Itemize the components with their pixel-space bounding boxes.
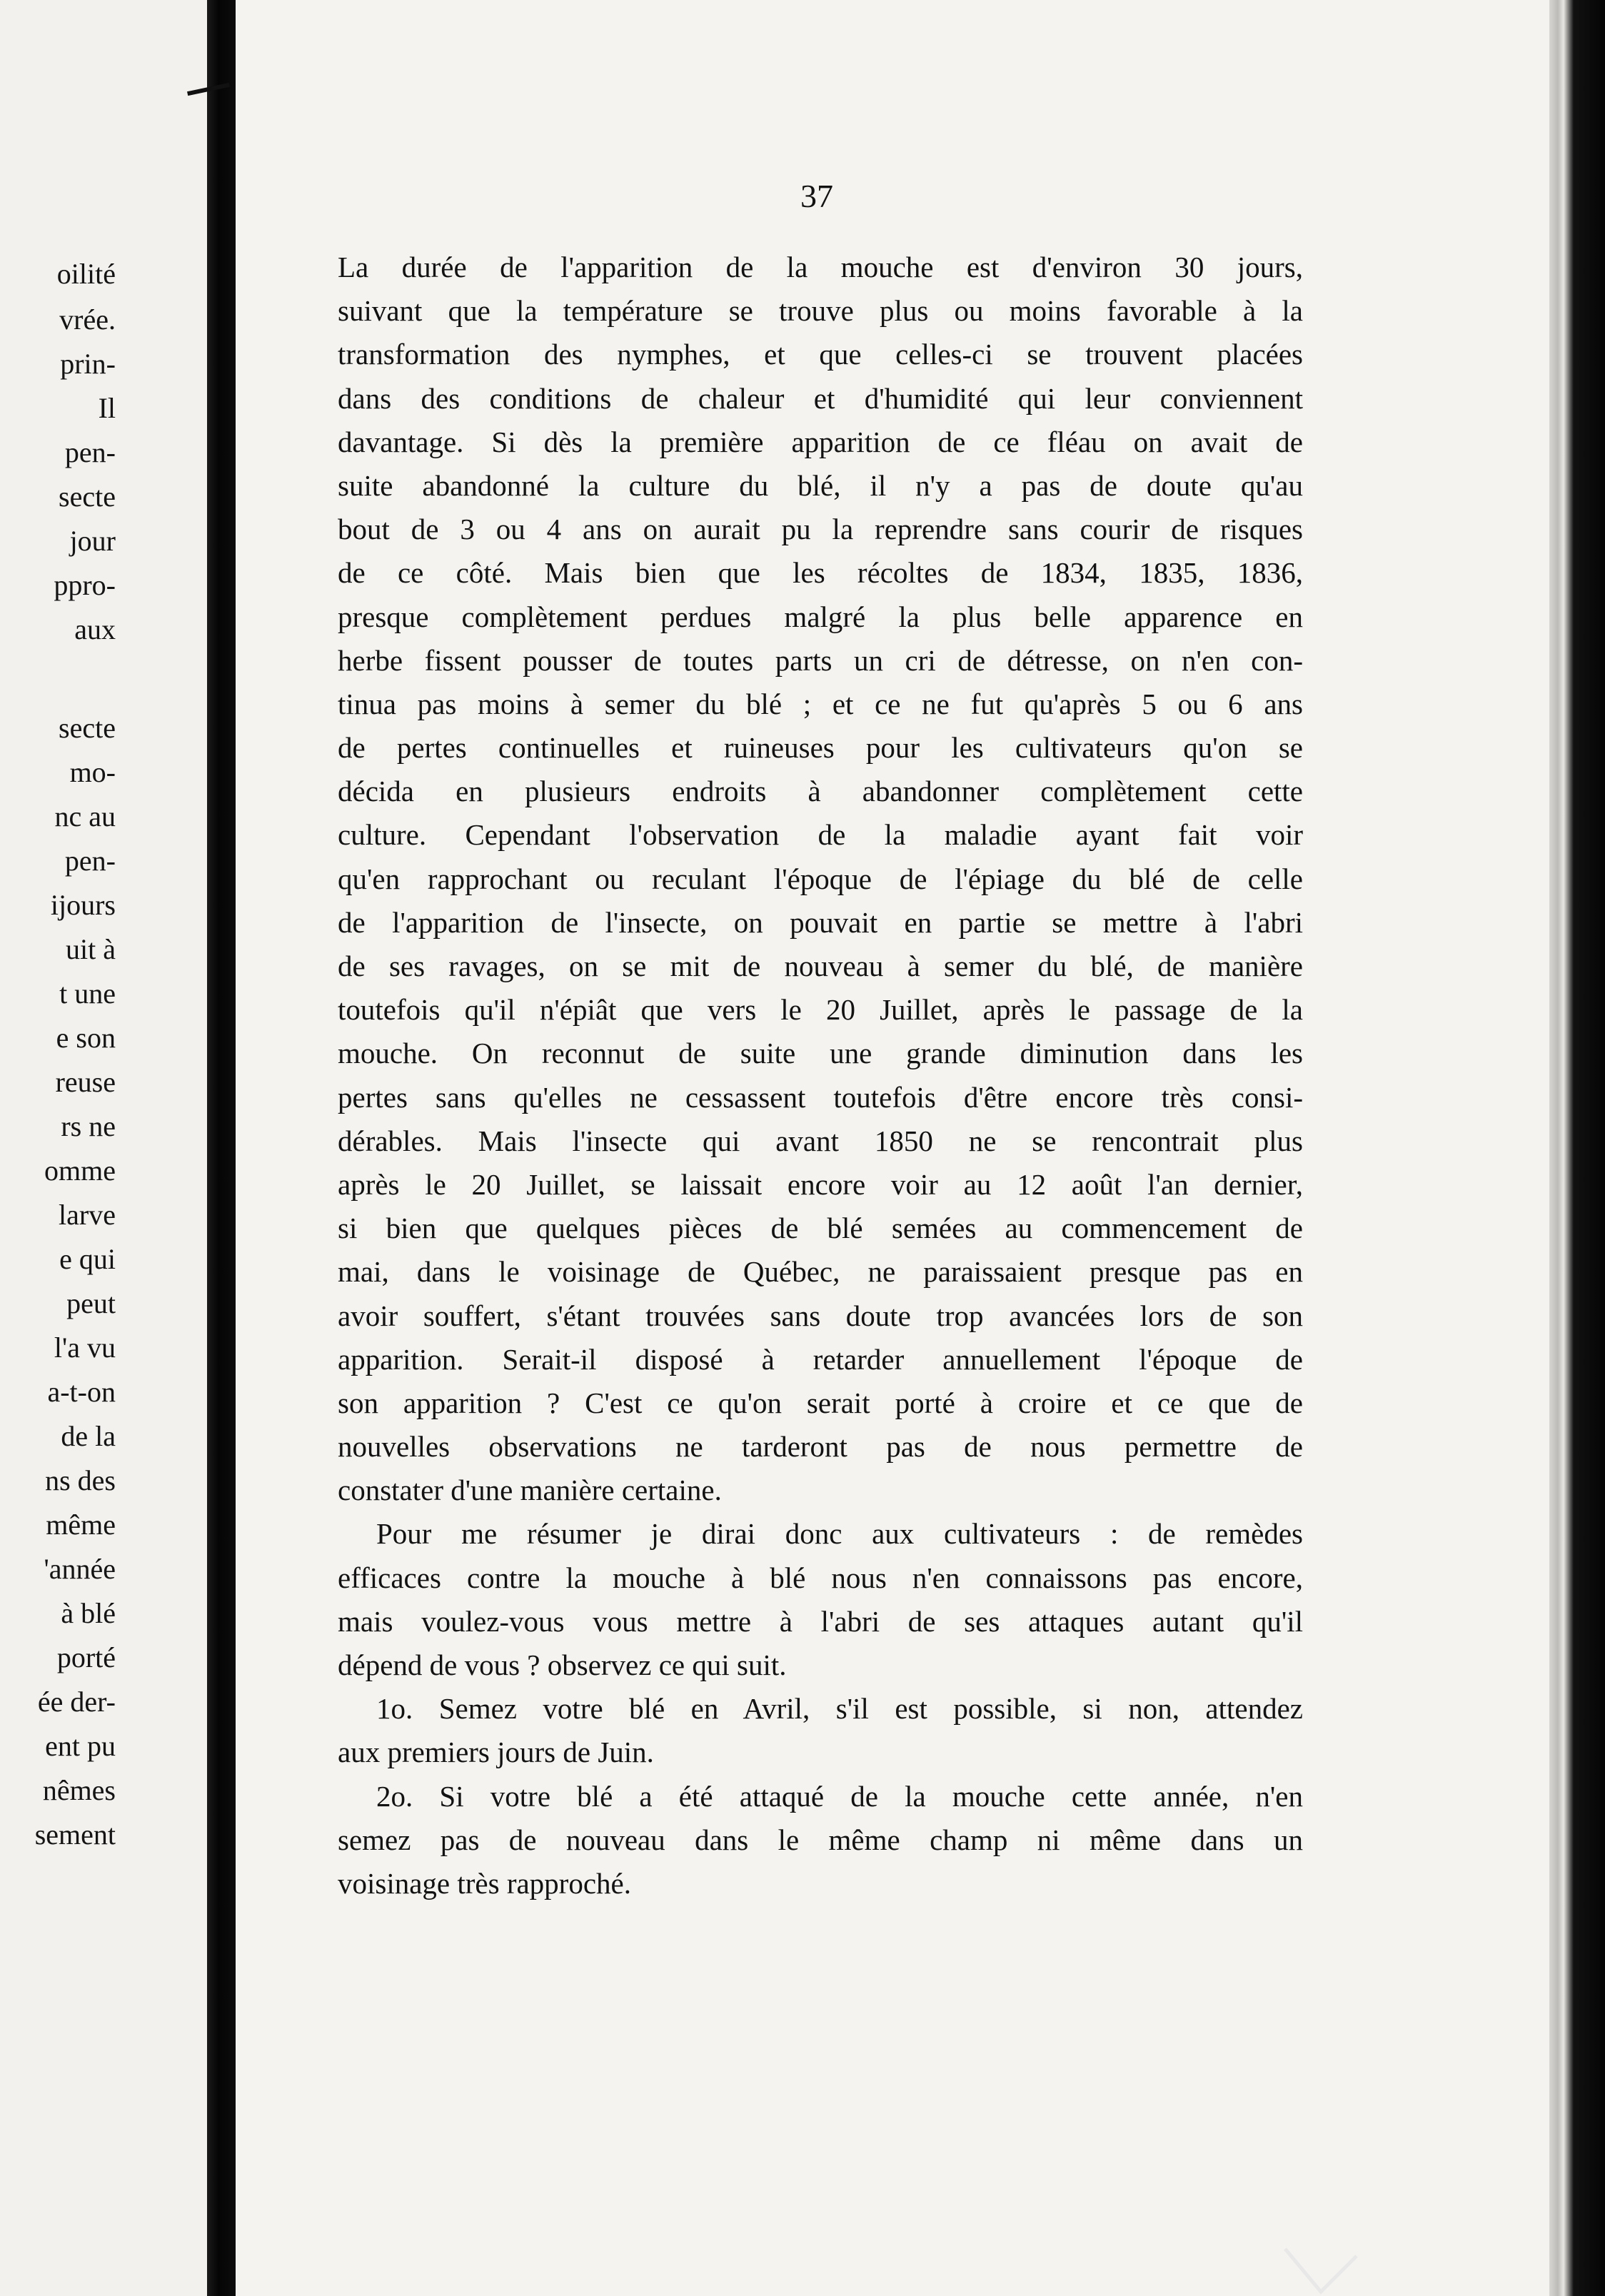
left-page-line-fragment: ijours bbox=[50, 889, 116, 921]
left-page-line-fragment: nêmes bbox=[42, 1774, 116, 1806]
previous-page-sliver bbox=[0, 0, 207, 2296]
left-page-line-fragment: l'a vu bbox=[54, 1331, 116, 1364]
text-line: Pour me résumer je dirai donc aux cultivateurs : de remèdes bbox=[376, 1517, 1303, 1551]
text-line: 1o. Semez votre blé en Avril, s'il est possible, si non, attendez bbox=[376, 1692, 1303, 1726]
text-line: davantage. Si dès la première apparition de ce fléau on avait de bbox=[338, 425, 1303, 458]
left-page-line-fragment: omme bbox=[44, 1154, 116, 1187]
text-line: voisinage très rapproché. bbox=[338, 1866, 631, 1900]
left-page-line-fragment: aux bbox=[74, 613, 116, 645]
left-page-line-fragment: reuse bbox=[55, 1066, 116, 1098]
left-page-line-fragment: larve bbox=[59, 1199, 116, 1231]
text-line: avoir souffert, s'étant trouvées sans doute trop avancées lors de son bbox=[338, 1299, 1303, 1332]
left-page-line-fragment: oilité bbox=[56, 258, 116, 290]
text-line: suite abandonné la culture du blé, il n'y a pas de doute qu'au bbox=[338, 468, 1303, 502]
text-line: dérables. Mais l'insecte qui avant 1850 ne se rencontrait plus bbox=[338, 1124, 1303, 1157]
left-page-line-fragment: e son bbox=[56, 1022, 116, 1054]
text-line: toutefois qu'il n'épiât que vers le 20 Juillet, après le passage de la bbox=[338, 993, 1303, 1027]
text-line: suivant que la température se trouve plus ou moins favorable à la bbox=[338, 294, 1303, 328]
page-number: 37 bbox=[800, 178, 833, 214]
text-line: apparition. Serait-il disposé à retarder annuellement l'époque de bbox=[338, 1342, 1303, 1376]
left-page-line-fragment: vrée. bbox=[59, 303, 116, 336]
left-page-line-fragment: sement bbox=[34, 1818, 116, 1851]
left-page-line-fragment: ent pu bbox=[45, 1730, 116, 1762]
text-line: dans des conditions de chaleur et d'humidité qui leur conviennent bbox=[338, 381, 1303, 415]
left-page-line-fragment: a-t-on bbox=[47, 1376, 116, 1408]
left-page-line-fragment: même bbox=[46, 1509, 116, 1541]
text-line: bout de 3 ou 4 ans on aurait pu la reprendre sans courir de risques bbox=[338, 513, 1303, 546]
left-page-line-fragment: prin- bbox=[60, 348, 116, 380]
left-page-line-fragment: ée der- bbox=[37, 1686, 116, 1718]
left-page-line-fragment: Il bbox=[98, 392, 116, 424]
text-line: décida en plusieurs endroits à abandonner complètement cette bbox=[338, 775, 1303, 808]
left-page-line-fragment: nc au bbox=[54, 800, 116, 832]
text-line: culture. Cependant l'observation de la maladie ayant fait voir bbox=[338, 818, 1303, 852]
left-page-line-fragment: ns des bbox=[45, 1464, 116, 1496]
text-line: de pertes continuelles et ruineuses pour les cultivateurs qu'on se bbox=[338, 731, 1303, 765]
left-page-line-fragment: pen- bbox=[64, 845, 116, 877]
text-line: son apparition ? C'est ce qu'on serait porté à croire et ce que de bbox=[338, 1386, 1303, 1419]
text-line: mouche. On reconnut de suite une grande diminution dans les bbox=[338, 1037, 1303, 1070]
text-line: de ses ravages, on se mit de nouveau à semer du blé, de manière bbox=[338, 950, 1303, 982]
left-page-line-fragment: secte bbox=[59, 712, 116, 744]
text-line: de l'apparition de l'insecte, on pouvait en partie se mettre à l'abri bbox=[338, 905, 1303, 939]
page-body-text bbox=[338, 246, 1303, 1905]
corner-scan-mark bbox=[1278, 2242, 1364, 2296]
text-line: 2o. Si votre blé a été attaqué de la mouche cette année, n'en bbox=[376, 1779, 1303, 1813]
left-page-line-fragment: uit à bbox=[66, 933, 116, 965]
left-page-line-fragment: 'année bbox=[44, 1553, 116, 1585]
book-gutter bbox=[207, 0, 236, 2296]
text-line: herbe fissent pousser de toutes parts un cri de détresse, on n'en con- bbox=[338, 643, 1303, 677]
text-line: de ce côté. Mais bien que les récoltes de 1834, 1835, 1836, bbox=[338, 556, 1303, 590]
left-page-line-fragment: porté bbox=[56, 1641, 116, 1673]
text-line: aux premiers jours de Juin. bbox=[338, 1736, 654, 1769]
text-line: nouvelles observations ne tarderont pas de nous permettre de bbox=[338, 1430, 1303, 1464]
left-page-line-fragment: rs ne bbox=[61, 1110, 116, 1142]
left-page-line-fragment: secte bbox=[59, 480, 116, 513]
text-line: qu'en rapprochant ou reculant l'époque de l'épiage du blé de celle bbox=[338, 862, 1303, 895]
left-page-line-fragment: pen- bbox=[64, 436, 116, 468]
left-page-line-fragment: mo- bbox=[69, 756, 116, 788]
left-page-line-fragment: peut bbox=[66, 1287, 116, 1319]
left-page-line-fragment: de la bbox=[61, 1420, 116, 1452]
text-line: tinua pas moins à semer du blé ; et ce ne fut qu'après 5 ou 6 ans bbox=[338, 687, 1303, 720]
text-line: efficaces contre la mouche à blé nous n'en connaissons pas encore, bbox=[338, 1561, 1303, 1594]
text-line: semez pas de nouveau dans le même champ ni même dans un bbox=[338, 1823, 1303, 1856]
text-line: si bien que quelques pièces de blé semées au commencement de bbox=[338, 1212, 1303, 1245]
page-edge bbox=[1549, 0, 1605, 2296]
text-line: dépend de vous ? observez ce qui suit. bbox=[338, 1648, 787, 1681]
left-page-line-fragment: ppro- bbox=[54, 569, 116, 601]
text-line: La durée de l'apparition de la mouche est d'environ 30 jours, bbox=[338, 251, 1303, 283]
text-line: mais voulez-vous vous mettre à l'abri de ses attaques autant qu'il bbox=[338, 1604, 1303, 1638]
text-line: pertes sans qu'elles ne cessassent toutefois d'être encore très consi- bbox=[338, 1080, 1303, 1114]
text-line: mai, dans le voisinage de Québec, ne paraissaient presque pas en bbox=[338, 1255, 1303, 1289]
left-page-line-fragment: e qui bbox=[59, 1243, 116, 1275]
left-page-line-fragment: jour bbox=[69, 525, 116, 557]
left-page-line-fragment: à blé bbox=[61, 1597, 116, 1629]
text-line: constater d'une manière certaine. bbox=[338, 1474, 722, 1507]
text-line: après le 20 Juillet, se laissait encore voir au 12 août l'an dernier, bbox=[338, 1167, 1303, 1201]
text-line: presque complètement perdues malgré la plus belle apparence en bbox=[338, 600, 1303, 633]
left-page-line-fragment: t une bbox=[59, 977, 116, 1009]
text-line: transformation des nymphes, et que celles-ci se trouvent placées bbox=[338, 338, 1303, 371]
